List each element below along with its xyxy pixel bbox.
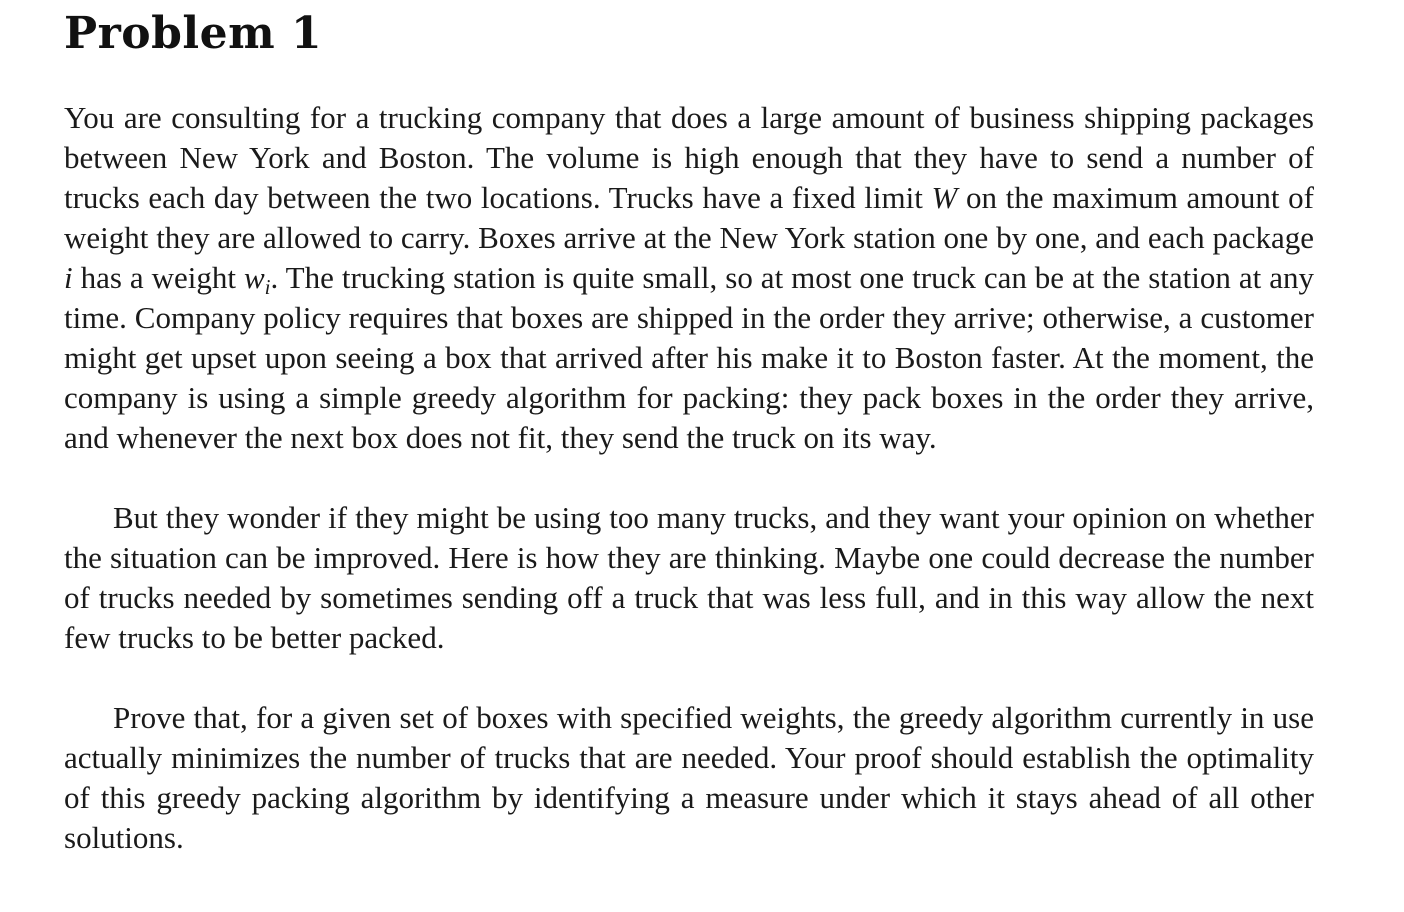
problem-page	[64, 0, 1314, 858]
problem-paragraph-3: Prove that, for a given set of boxes with specified weights, the greedy algorithm currently in use actually minimizes the number of trucks that are needed. Your proof should establish the optimality of this greedy packing algorithm by identifying a measure under which it stays ahead of all other solutions.	[64, 700, 1314, 855]
math-variable-w: w	[243, 260, 265, 295]
problem-paragraph-1	[64, 98, 1314, 458]
p1-text-has-weight: has a weight	[72, 260, 244, 295]
p1-text-after-W: on the maximum amount of weight they are allowed to carry. Boxes arrive at the New York station one by one, and each package	[64, 180, 1314, 255]
problem-title: Problem 1	[64, 8, 323, 59]
math-variable-W: W	[931, 180, 958, 215]
math-variable-i: i	[64, 260, 73, 295]
math-subscript-i: i	[264, 275, 271, 299]
p1-text-after-wi: . The trucking station is quite small, so at most one truck can be at the station at any time. Company policy requires that boxes are shipped in the order they arrive; otherwise, a customer might get upset upon seeing a box that arrived after his make it to Boston faster. At the moment, the company is using a simple greedy algorithm for packing: they pack boxes in the order they arrive, and whenever the next box does not fit, they send the truck on its way.	[64, 260, 1314, 455]
problem-paragraph-2: But they wonder if they might be using too many trucks, and they want your opinion on whether the situation can be improved. Here is how they are thinking. Maybe one could decrease the number of trucks needed by sometimes sending off a truck that was less full, and in this way allow the next few trucks to be better packed.	[64, 500, 1314, 655]
p1-text-before-W: You are consulting for a trucking company that does a large amount of business shipping packages between New York and Boston. The volume is high enough that they have to send a number of trucks each day between the two locations. Trucks have a fixed limit	[64, 100, 1314, 215]
